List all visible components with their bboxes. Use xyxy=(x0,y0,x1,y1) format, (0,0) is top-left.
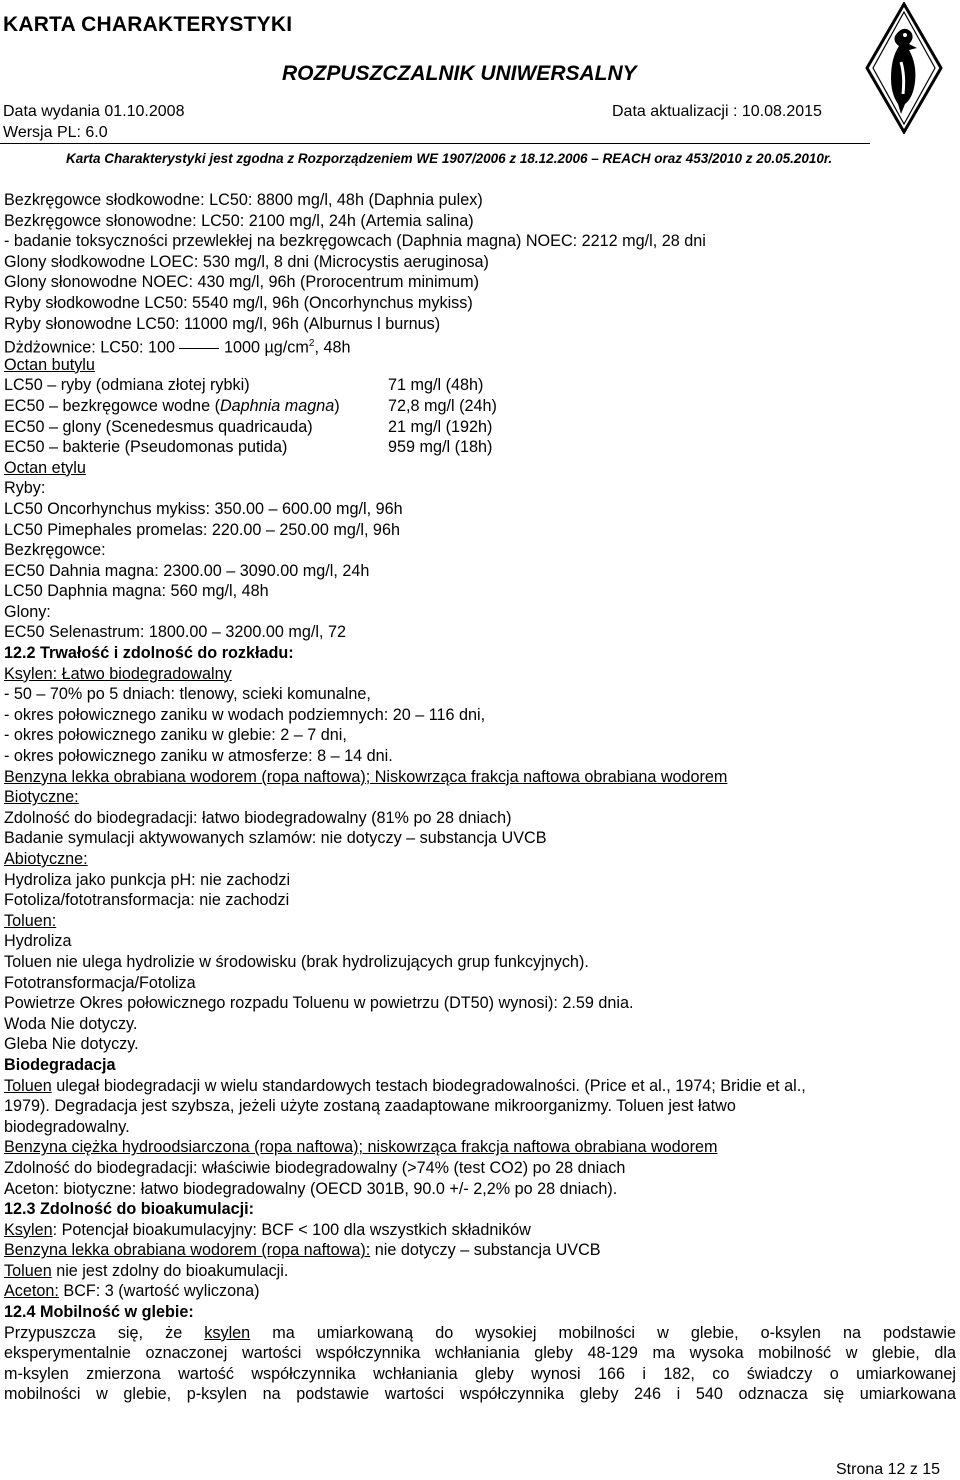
text-line: Bezkręgowce słonowodne: LC50: 2100 mg/l, 24h (Artemia salina) xyxy=(4,211,474,230)
text-span: Przypuszcza się, że xyxy=(4,1323,205,1342)
text-span: , 48h xyxy=(314,338,351,357)
issue-date: Data wydania 01.10.2008 xyxy=(3,103,185,120)
subheading: Biotyczne: xyxy=(4,788,79,807)
table-row xyxy=(4,417,956,438)
text-line xyxy=(4,1240,956,1261)
text-line: 1979). Degradacja jest szybsza, jeżeli użyte zostaną zaadaptowane mikroorganizmy. Toluen jest łatwo xyxy=(4,1097,736,1116)
table-cell: 959 mg/l (18h) xyxy=(388,438,493,457)
table-cell: EC50 – glony (Scenedesmus quadricauda) xyxy=(4,417,313,436)
update-date: Data aktualizacji : 10.08.2015 xyxy=(612,103,822,120)
text-line: Glony słodkowodne LOEC: 530 mg/l, 8 dni (Microcystis aeruginosa) xyxy=(4,252,489,271)
text-span: Aceton: xyxy=(4,1282,59,1301)
subheading: Biodegradacja xyxy=(4,1055,116,1074)
text-span: Dżdżownice: LC50: 100 xyxy=(4,338,180,357)
text-line: Badanie symulacji aktywowanych szlamów: nie dotyczy – substancja UVCB xyxy=(4,829,547,848)
text-span: Toluen xyxy=(4,1076,52,1095)
regulation-note: Karta Charakterystyki jest zgodna z Rozporządzeniem WE 1907/2006 z 18.12.2006 – REACH oraz 453/2010 z 20.05.2010r. xyxy=(66,151,833,166)
substance-heading: Benzyna lekka obrabiana wodorem (ropa naftowa); Niskowrząca frakcja naftowa obrabiana wodorem xyxy=(4,767,728,786)
text-line xyxy=(4,1323,956,1344)
text-span: Toluen xyxy=(4,1261,52,1280)
text-line: Ryby słodkowodne LC50: 5540 mg/l, 96h (Oncorhynchus mykiss) xyxy=(4,293,473,312)
text-line: LC50 Oncorhynchus mykiss: 350.00 – 600.00 mg/l, 96h xyxy=(4,499,403,518)
text-line: Bezkręgowce: xyxy=(4,541,106,560)
text-span: nie jest zdolny do bioakumulacji. xyxy=(51,1261,289,1280)
text-line xyxy=(4,1076,956,1097)
text-line: - okres połowicznego zaniku w atmosferze: 8 – 14 dni. xyxy=(4,747,393,766)
text-line xyxy=(4,1281,956,1302)
text-line: m-ksylen zmierzona wartość współczynnika wchłaniania gleby wynosi 166 i 182, co świadczy o umiarkowanej xyxy=(4,1364,956,1383)
text-line: Ryby słonowodne LC50: 11000 mg/l, 96h (Alburnus l burnus) xyxy=(4,314,441,333)
text-span: Ksylen xyxy=(4,1220,53,1239)
subheading: Abiotyczne: xyxy=(4,850,88,868)
section-heading: 12.4 Mobilność w glebie: xyxy=(4,1303,194,1322)
text-line: Glony: xyxy=(4,602,51,621)
text-line xyxy=(4,1220,956,1241)
text-span: ulegał biodegradacji w wielu standardowych testach biodegradowalności. (Price et al., 1974; Bridie et al., xyxy=(51,1076,806,1095)
text-line: LC50 Pimephales promelas: 220.00 – 250.00 mg/l, 96h xyxy=(4,520,400,539)
section-heading: 12.3 Zdolność do bioakumulacji: xyxy=(4,1200,255,1219)
substance-heading: Ksylen: Łatwo biodegradowalny xyxy=(4,664,232,683)
text-line: Hydroliza jako punkcja pH: nie zachodzi xyxy=(4,870,291,889)
text-span: Benzyna lekka obrabiana wodorem (ropa naftowa): xyxy=(4,1241,371,1260)
text-line: Powietrze Okres połowicznego rozpadu Toluenu w powietrzu (DT50) wynosi): 2.59 dnia. xyxy=(4,994,634,1013)
text-line: Bezkręgowce słodkowodne: LC50: 8800 mg/l, 48h (Daphnia pulex) xyxy=(4,191,483,209)
substance-heading: Octan etylu xyxy=(4,458,86,477)
text-line: Fototransformacja/Fotoliza xyxy=(4,973,196,992)
text-span: : Potencjał bioakumulacyjny: BCF < 100 dla wszystkich składników xyxy=(52,1220,531,1239)
text-span: ma umiarkowaną do wysokiej mobilności w glebie, o-ksylen na podstawie xyxy=(250,1323,956,1342)
text-line: Ryby: xyxy=(4,479,46,498)
text-line xyxy=(4,1261,956,1282)
version-label: Wersja PL: 6.0 xyxy=(3,124,108,141)
bird-logo-icon xyxy=(865,2,943,134)
table-cell xyxy=(4,397,340,415)
table-cell: 21 mg/l (192h) xyxy=(388,417,493,436)
text-line: Fotoliza/fototransformacja: nie zachodzi xyxy=(4,891,290,910)
document-type-title: KARTA CHARAKTERYSTYKI xyxy=(3,13,293,36)
section-heading: 12.2 Trwałość i zdolność do rozkładu: xyxy=(4,644,294,663)
text-span: EC50 – bezkręgowce wodne ( xyxy=(4,396,220,415)
text-line: Gleba Nie dotyczy. xyxy=(4,1035,139,1054)
product-name: ROZPUSZCZALNIK UNIWERSALNY xyxy=(282,62,637,85)
text-span: ) xyxy=(334,396,340,415)
text-line: biodegradowalny. xyxy=(4,1117,130,1136)
text-line: eksperymentalnie oznaczonej wartości współczynnika wchłaniania gleby 48-129 ma wysoka mobilność w glebie, dla xyxy=(4,1344,956,1363)
header-divider xyxy=(0,143,870,144)
text-line: EC50 Dahnia magna: 2300.00 – 3090.00 mg/l, 24h xyxy=(4,561,370,580)
text-span: ksylen xyxy=(204,1323,251,1342)
text-line: Woda Nie dotyczy. xyxy=(4,1014,138,1033)
text-line: Hydroliza xyxy=(4,932,72,951)
text-line: LC50 Daphnia magna: 560 mg/l, 48h xyxy=(4,582,269,601)
page-number: Strona 12 z 15 xyxy=(836,1461,941,1478)
dash-line-icon xyxy=(179,348,219,349)
table-row xyxy=(4,396,956,417)
text-line: Glony słonowodne NOEC: 430 mg/l, 96h (Prorocentrum minimum) xyxy=(4,273,480,292)
text-span: nie dotyczy – substancja UVCB xyxy=(370,1241,601,1260)
table-row xyxy=(4,437,956,458)
text-line: - okres połowicznego zaniku w glebie: 2 – 7 dni, xyxy=(4,726,347,745)
text-line: Zdolność do biodegradacji: łatwo biodegradowalny (81% po 28 dniach) xyxy=(4,808,512,827)
section-12-content xyxy=(4,190,956,1405)
table-cell: 71 mg/l (48h) xyxy=(388,376,484,395)
text-line: Aceton: biotyczne: łatwo biodegradowalny (OECD 301B, 90.0 +/- 2,2% po 28 dniach). xyxy=(4,1179,618,1198)
substance-heading: Toluen: xyxy=(4,911,57,930)
table-row xyxy=(4,375,956,396)
text-line: EC50 Selenastrum: 1800.00 – 3200.00 mg/l, 72 xyxy=(4,623,346,642)
text-span: 1000 µg/cm xyxy=(219,338,309,357)
text-line: Toluen nie ulega hydrolizie w środowisku (brak hydrolizujących grup funkcyjnych). xyxy=(4,952,589,971)
text-span: Daphnia magna xyxy=(219,396,335,415)
substance-heading: Benzyna ciężka hydroodsiarczona (ropa naftowa); niskowrząca frakcja naftowa obrabiana wodorem xyxy=(4,1138,718,1157)
table-cell: LC50 – ryby (odmiana złotej rybki) xyxy=(4,376,250,395)
text-line: - okres połowicznego zaniku w wodach podziemnych: 20 – 116 dni, xyxy=(4,705,486,724)
substance-heading: Octan butylu xyxy=(4,355,95,374)
text-line: - badanie toksyczności przewlekłej na bezkręgowcach (Daphnia magna) NOEC: 2212 mg/l, 28 dni xyxy=(4,232,706,251)
text-line: Zdolność do biodegradacji: właściwie biodegradowalny (>74% (test CO2) po 28 dniach xyxy=(4,1158,626,1177)
superscript: 2 xyxy=(308,338,315,350)
text-line xyxy=(4,334,956,355)
text-span: BCF: 3 (wartość wyliczona) xyxy=(58,1282,260,1301)
text-line: mobilności w glebie, p-ksylen na podstawie wartości współczynnika gleby 246 i 540 odznacza się umiarkowana xyxy=(4,1385,956,1404)
table-cell: EC50 – bakterie (Pseudomonas putida) xyxy=(4,438,288,457)
table-cell: 72,8 mg/l (24h) xyxy=(388,396,497,415)
text-line: - 50 – 70% po 5 dniach: tlenowy, scieki komunalne, xyxy=(4,685,371,704)
